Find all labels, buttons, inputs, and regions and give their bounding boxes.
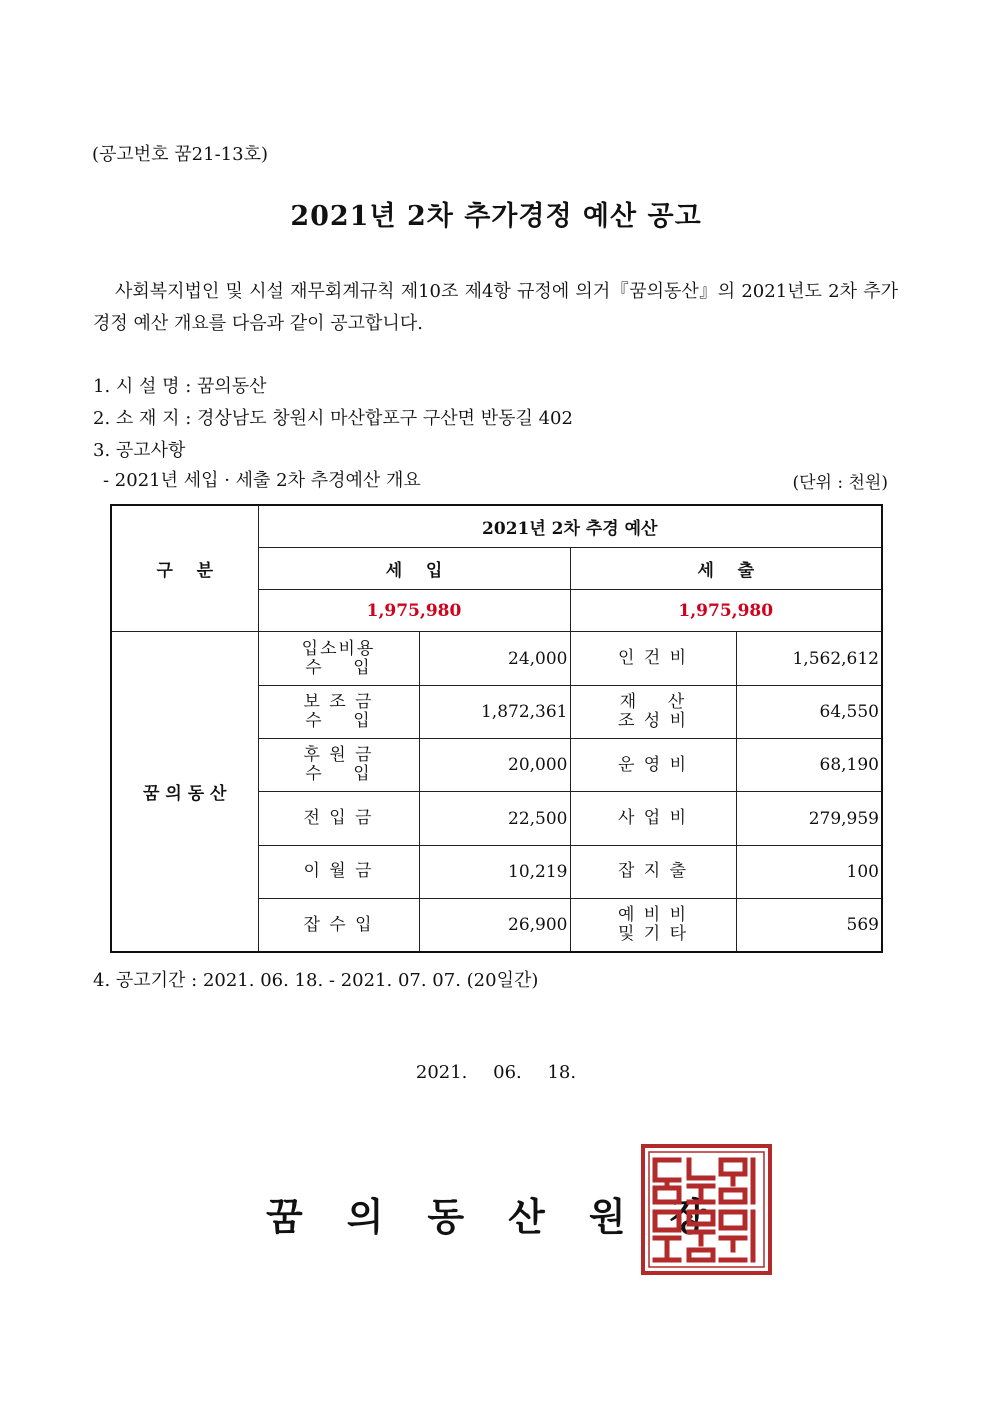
revenue-item-label-line: 수 입 [305, 710, 372, 731]
expense-item-label-line: 잡 지 출 [617, 861, 689, 882]
revenue-item-label [258, 739, 419, 792]
facility-cell: 꿈 의 동 산 [111, 632, 258, 952]
notice-number: (공고번호 꿈21-13호) [92, 144, 268, 165]
expense-header: 세 출 [570, 547, 882, 589]
expense-item-label-line: 인 건 비 [617, 648, 689, 669]
expense-item-label [570, 845, 736, 898]
expense-item-label [570, 739, 736, 792]
expense-item-value: 279,959 [736, 792, 882, 845]
category-header: 구 분 [111, 505, 258, 632]
notice-date: 2021. 06. 18. [415, 1062, 577, 1083]
signer-name: 꿈의동산원장 [266, 1194, 751, 1239]
revenue-item-label [258, 845, 419, 898]
expense-item-value: 569 [736, 899, 882, 952]
revenue-item-label-line: 수 입 [305, 764, 372, 785]
intro-paragraph: 사회복지법인 및 시설 재무회계규칙 제10조 제4항 규정에 의거『꿈의동산』의 2021년도 2차 추가경정 예산 개요를 다음과 같이 공고합니다. [93, 281, 898, 334]
expense-item-label-line: 사 업 비 [617, 808, 689, 829]
revenue-item-label-line: 잡 수 입 [303, 914, 374, 935]
expense-item-label-line: 및 기 타 [617, 924, 689, 945]
facility-name-item: 1. 시 설 명 : 꿈의동산 [93, 376, 267, 397]
budget-overview-label: - 2021년 세입 · 세출 2차 추경예산 개요 [103, 470, 421, 491]
expense-item-label [570, 899, 736, 952]
revenue-item-label-line: 입소비용 [301, 638, 376, 659]
unit-label: (단위 : 천원) [792, 473, 888, 493]
table-row [111, 632, 882, 685]
expense-item-label-line: 예 비 비 [617, 905, 689, 926]
expense-item-value: 100 [736, 845, 882, 898]
expense-item-label [570, 632, 736, 685]
revenue-item-value: 22,500 [419, 792, 570, 845]
revenue-item-label-line: 수 입 [305, 657, 372, 678]
notice-period: 4. 공고기간 : 2021. 06. 18. - 2021. 07. 07. (20일간) [93, 970, 539, 991]
revenue-item-label [258, 685, 419, 738]
official-seal-image [641, 1144, 772, 1275]
budget-table [110, 504, 883, 953]
revenue-item-label-line: 이 월 금 [303, 861, 374, 882]
expense-item-value: 1,562,612 [736, 632, 882, 685]
revenue-item-value: 10,219 [419, 845, 570, 898]
page-title: 2021년 2차 추가경정 예산 공고 [290, 201, 702, 232]
revenue-item-value: 1,872,361 [419, 685, 570, 738]
expense-item-label-line: 조 성 비 [617, 710, 689, 731]
revenue-total: 1,975,980 [258, 590, 570, 632]
expense-total: 1,975,980 [570, 590, 882, 632]
expense-item-value: 64,550 [736, 685, 882, 738]
expense-item-label-line: 재 산 [619, 691, 687, 712]
expense-item-label [570, 685, 736, 738]
revenue-header: 세 입 [258, 547, 570, 589]
location-item: 2. 소 재 지 : 경상남도 창원시 마산합포구 구산면 반동길 402 [93, 408, 573, 429]
revenue-item-value: 20,000 [419, 739, 570, 792]
expense-item-value: 68,190 [736, 739, 882, 792]
revenue-item-label [258, 632, 419, 685]
expense-item-label-line: 운 영 비 [617, 754, 689, 775]
revenue-item-value: 24,000 [419, 632, 570, 685]
notice-matters-item: 3. 공고사항 [93, 440, 186, 461]
budget-header: 2021년 2차 추경 예산 [258, 505, 882, 547]
revenue-item-label-line: 보 조 금 [303, 691, 374, 712]
revenue-item-value: 26,900 [419, 899, 570, 952]
revenue-item-label [258, 899, 419, 952]
revenue-item-label [258, 792, 419, 845]
expense-item-label [570, 792, 736, 845]
revenue-item-label-line: 전 입 금 [303, 808, 374, 829]
revenue-item-label-line: 후 원 금 [303, 745, 374, 766]
